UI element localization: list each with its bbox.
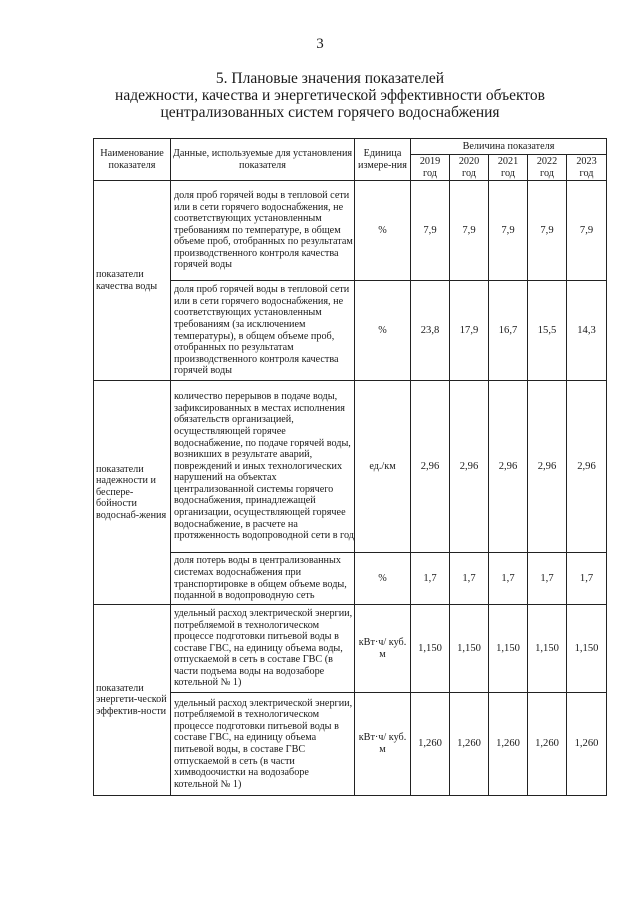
value-cell: 1,260 xyxy=(567,693,607,796)
header-value: Величина показателя xyxy=(411,139,607,155)
indicator-description: доля потерь воды в централизованных системах водоснабжения при транспортировке в общем объеме воды, поданной в водопроводную сеть xyxy=(171,553,355,605)
indicator-description: удельный расход электрической энергии, потребляемой в технологическом процессе подготовки питьевой воды в составе ГВС, на единицу объема воды, отпускаемой в сеть в составе ГВС (в части подъема воды на водозаборе котельной № 1) xyxy=(171,605,355,693)
indicator-unit: ед./км xyxy=(355,381,411,553)
value-cell: 16,7 xyxy=(489,281,528,381)
title-line: централизованных систем горячего водоснабжения xyxy=(160,104,500,121)
value-cell: 1,150 xyxy=(567,605,607,693)
value-cell: 1,7 xyxy=(411,553,450,605)
indicator-unit: % xyxy=(355,281,411,381)
page-title xyxy=(40,70,620,121)
value-cell: 1,150 xyxy=(450,605,489,693)
indicator-description: количество перерывов в подаче воды, зафиксированных в местах исполнения обязательств организацией, осуществляющей горячее водоснабжение, по подаче горячей воды, возникших в результате аварий, повреждений и иных технологических нарушений на объектах централизованной системы горячего водоснабжения, принадлежащей организации, осуществляющей горячее водоснабжение, в расчете на протяженность водопроводной сети в год xyxy=(171,381,355,553)
page-number: 3 xyxy=(316,36,324,52)
table-row xyxy=(94,381,607,553)
value-cell: 1,150 xyxy=(411,605,450,693)
header-year: 2021 год xyxy=(489,155,528,181)
indicator-unit: кВт·ч/ куб. м xyxy=(355,693,411,796)
indicator-description: доля проб горячей воды в тепловой сети или в сети горячего водоснабжения, не соответствующих установленным требованиям (за исключением температуры), в общем объеме проб, отобранных по результатам производственного контроля качества горячей воды xyxy=(171,281,355,381)
value-cell: 1,260 xyxy=(489,693,528,796)
table-row xyxy=(94,693,607,796)
value-cell: 1,7 xyxy=(450,553,489,605)
value-cell: 2,96 xyxy=(450,381,489,553)
value-cell: 15,5 xyxy=(528,281,567,381)
value-cell: 7,9 xyxy=(450,181,489,281)
value-cell: 17,9 xyxy=(450,281,489,381)
value-cell: 1,7 xyxy=(489,553,528,605)
value-cell: 7,9 xyxy=(528,181,567,281)
value-cell: 1,150 xyxy=(489,605,528,693)
value-cell: 1,7 xyxy=(567,553,607,605)
value-cell: 1,260 xyxy=(450,693,489,796)
value-cell: 1,260 xyxy=(528,693,567,796)
value-cell: 23,8 xyxy=(411,281,450,381)
header-year: 2020 год xyxy=(450,155,489,181)
value-cell: 14,3 xyxy=(567,281,607,381)
value-cell: 7,9 xyxy=(411,181,450,281)
value-cell: 1,150 xyxy=(528,605,567,693)
value-cell: 1,260 xyxy=(411,693,450,796)
indicator-unit: % xyxy=(355,553,411,605)
indicators-table xyxy=(93,138,607,796)
value-cell: 2,96 xyxy=(411,381,450,553)
header-data: Данные, используемые для установления показателя xyxy=(171,139,355,181)
value-cell: 7,9 xyxy=(489,181,528,281)
value-cell: 2,96 xyxy=(567,381,607,553)
header-year: 2019 год xyxy=(411,155,450,181)
table-row xyxy=(94,281,607,381)
indicator-unit: кВт·ч/ куб. м xyxy=(355,605,411,693)
table-row xyxy=(94,181,607,281)
header-name: Наименование показателя xyxy=(94,139,171,181)
indicator-description: доля проб горячей воды в тепловой сети или в сети горячего водоснабжения, не соответствующих установленным требованиям по температуре, в общем объеме проб, отобранных по результатам производственного контроля качества горячей воды xyxy=(171,181,355,281)
group-quality: показатели качества воды xyxy=(94,181,171,381)
indicator-description: удельный расход электрической энергии, потребляемой в технологическом процессе подготовки питьевой воды в составе ГВС, на единицу объема питьевой воды, в составе ГВС отпускаемой в сеть (в части химводоочистки на водозаборе котельной № 1) xyxy=(171,693,355,796)
header-unit: Единица измере-ния xyxy=(355,139,411,181)
value-cell: 2,96 xyxy=(528,381,567,553)
title-line: надежности, качества и энергетической эффективности объектов xyxy=(115,87,545,104)
header-year: 2022 год xyxy=(528,155,567,181)
table-row xyxy=(94,553,607,605)
title-line: 5. Плановые значения показателей xyxy=(215,70,445,87)
header-year: 2023 год xyxy=(567,155,607,181)
group-efficiency: показатели энергети-ческой эффектив-ности xyxy=(94,605,171,796)
value-cell: 1,7 xyxy=(528,553,567,605)
value-cell: 7,9 xyxy=(567,181,607,281)
value-cell: 2,96 xyxy=(489,381,528,553)
table-row xyxy=(94,605,607,693)
group-reliability: показатели надежности и беспере-бойности водоснаб-жения xyxy=(94,381,171,605)
indicator-unit: % xyxy=(355,181,411,281)
